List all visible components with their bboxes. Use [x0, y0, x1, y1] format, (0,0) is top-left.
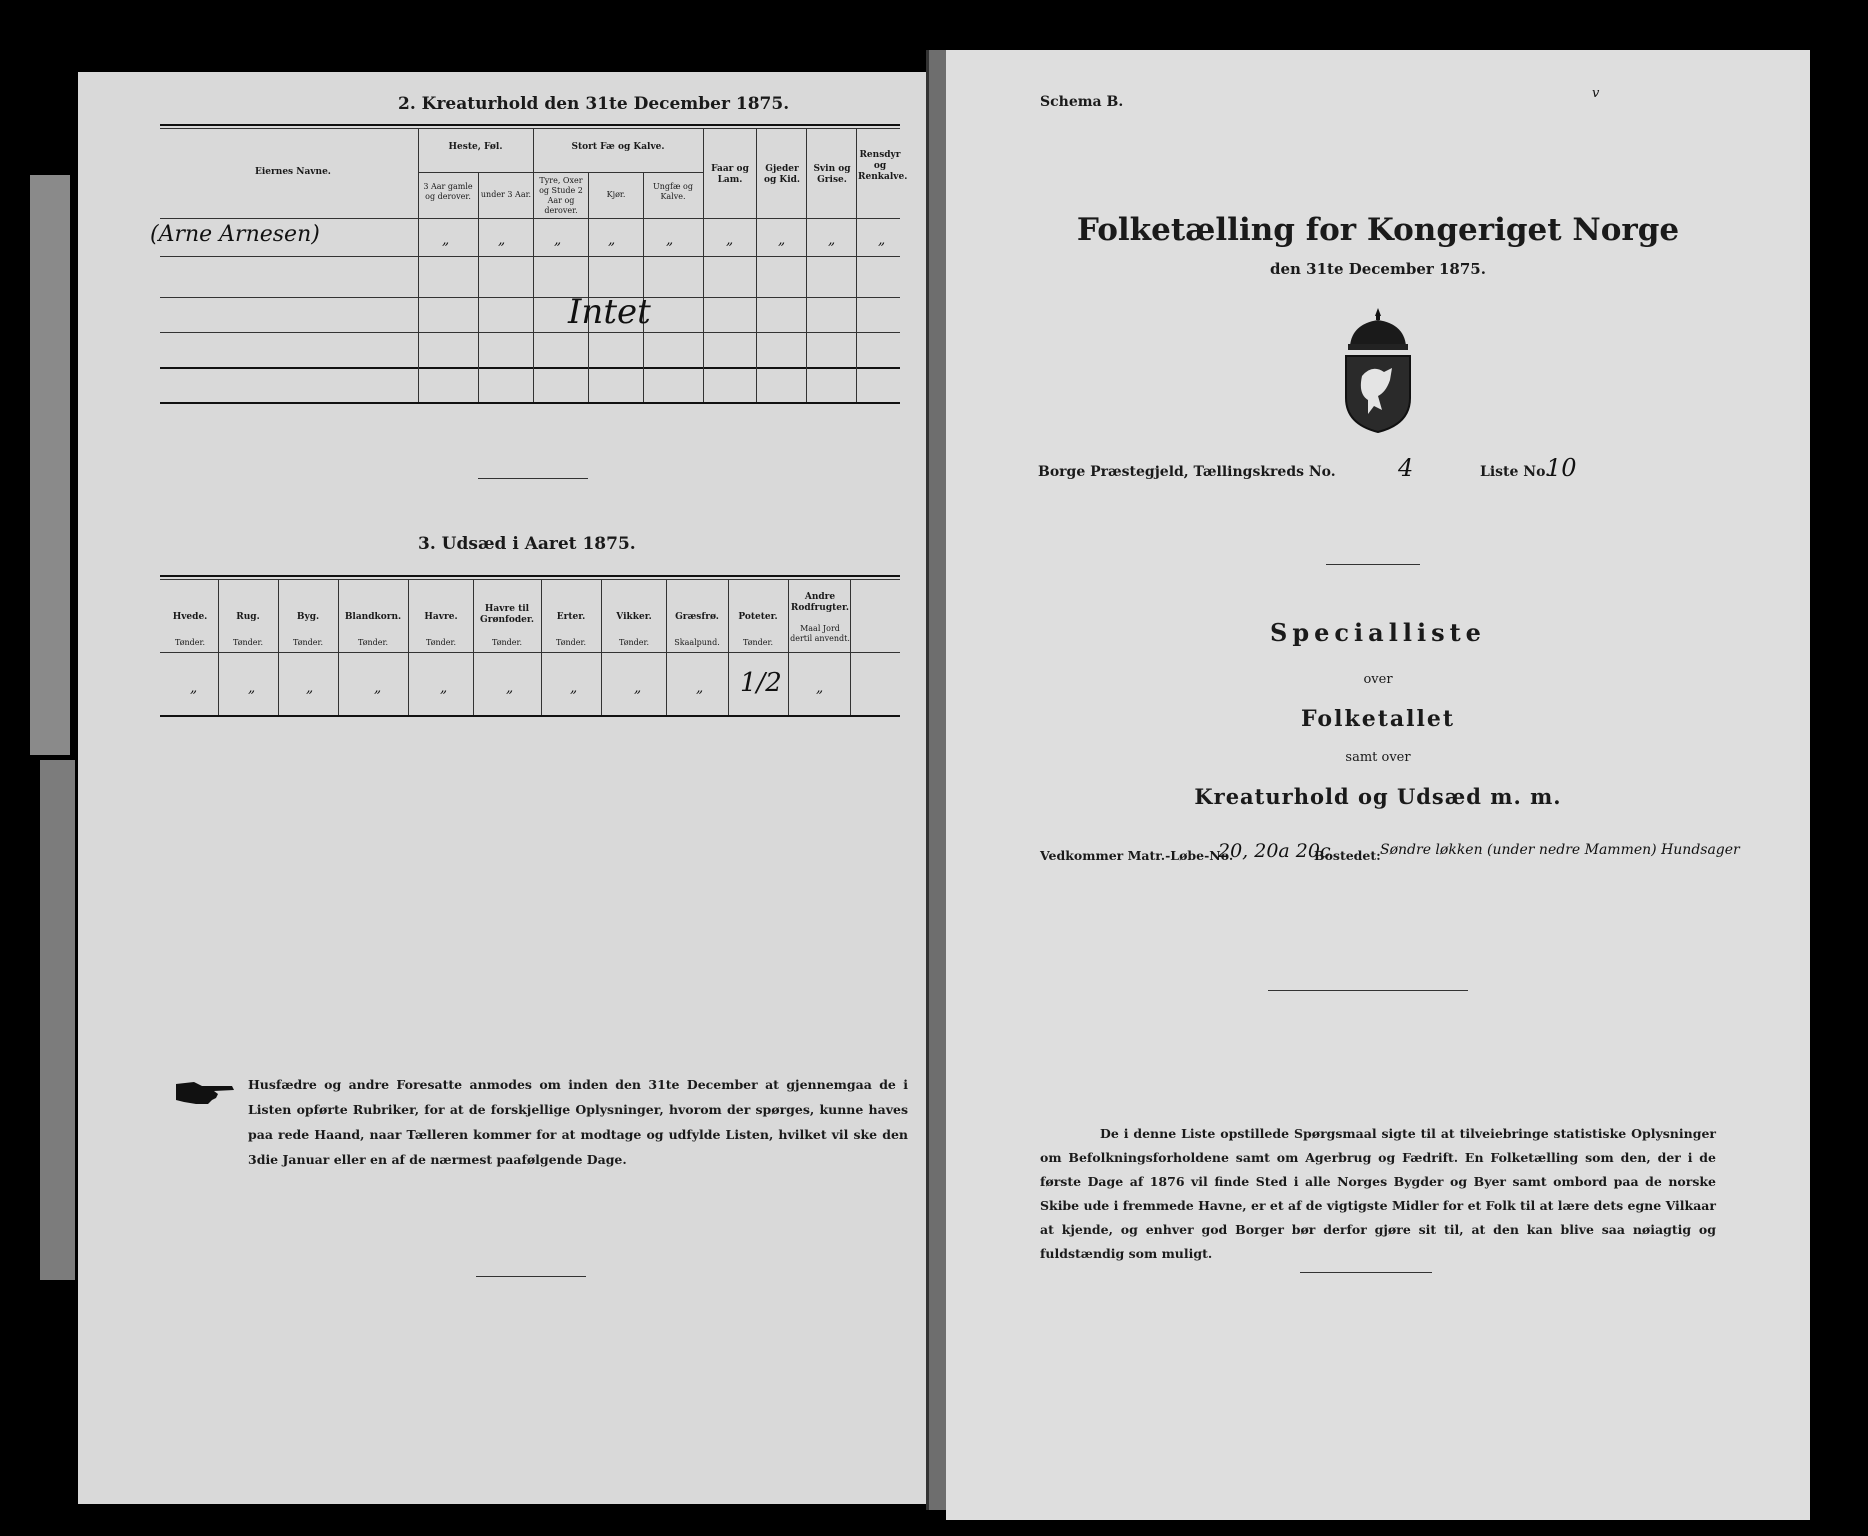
mark-1: „ — [442, 232, 450, 248]
kreds-number: 4 — [1398, 454, 1414, 482]
col-hvede-unit: Tønder. — [174, 638, 206, 647]
col-erter: Erter. — [556, 612, 586, 622]
mark-7: „ — [778, 232, 786, 248]
udsaed-val-4: „ — [374, 680, 382, 696]
col-fae-header: Stort Fæ og Kalve. — [571, 142, 665, 152]
left-page — [78, 72, 926, 1504]
col-gronfoder: Havre til Grønfoder. — [480, 604, 534, 625]
col-faar: Faar og Lam. — [711, 164, 749, 185]
parish-label: Borge Præstegjeld, Tællingskreds No. — [1038, 464, 1336, 480]
col-gjeder: Gjeder og Kid. — [763, 164, 801, 185]
schema-label: Schema B. — [1040, 94, 1124, 110]
matr-number: 20, 20a 20c — [1218, 840, 1331, 862]
col-rodfrugter-unit: Maal Jord dertil anvendt. — [790, 624, 850, 643]
section3-title: 3. Udsæd i Aaret 1875. — [418, 534, 636, 554]
udsaed-val-11: „ — [816, 680, 824, 696]
coat-of-arms-icon — [1338, 306, 1418, 436]
col-byg: Byg. — [296, 612, 320, 622]
owner-name: (Arne Arnesen) — [150, 222, 320, 247]
main-title: Folketælling for Kongeriget Norge — [1076, 212, 1680, 248]
col-vikker-unit: Tønder. — [618, 638, 650, 647]
over-1: over — [1363, 672, 1393, 687]
col-havre-unit: Tønder. — [425, 638, 457, 647]
col-svin: Svin og Grise. — [813, 164, 851, 185]
mark-9: „ — [878, 232, 886, 248]
specialliste-title: Specialliste — [1270, 618, 1486, 647]
corner-mark: v — [1592, 86, 1600, 101]
bosted-value: Søndre løkken (under nedre Mammen) Hundsager — [1380, 842, 1740, 858]
udsaed-val-7: „ — [570, 680, 578, 696]
udsaed-val-2: „ — [248, 680, 256, 696]
col-owner-header: Eiernes Navne. — [255, 167, 331, 177]
liste-number: 10 — [1546, 454, 1577, 482]
udsaed-val-8: „ — [634, 680, 642, 696]
main-subtitle: den 31te December 1875. — [1270, 260, 1486, 278]
col-heste-a: 3 Aar gamle og derover. — [423, 182, 473, 201]
intro-paragraph: De i denne Liste opstillede Spørgsmaal sigte til at tilveiebringe statistiske Oplysninger om Befolkningsforholdene samt om Agerbrug og Fædrift. En Folketælling som den, der i de første Dage af 1876 vil finde Sted i alle Norges Bygder og Byer samt ombord paa de norske Skibe ude i fremmede Havne, er et af de vigtigste Midler for et Folk til at lære dets egne Vilkaar at kjende, og enhver god Borger bør derfor gjøre sit til, at den kan blive saa nøiagtig og fuldstændig som muligt. — [1040, 1126, 1716, 1261]
mark-4: „ — [608, 232, 616, 248]
udsaed-val-poteter: 1/2 — [740, 668, 782, 698]
col-rodfrugter: Andre Rodfrugter. — [790, 592, 850, 613]
col-poteter: Poteter. — [738, 612, 778, 622]
col-havre: Havre. — [424, 612, 458, 622]
col-vikker: Vikker. — [616, 612, 652, 622]
col-graesfro: Græsfrø. — [675, 612, 719, 622]
col-fae-a: Tyre, Oxer og Stude 2 Aar og derover. — [539, 176, 583, 215]
section2-title: 2. Kreaturhold den 31te December 1875. — [398, 94, 790, 114]
liste-label: Liste No. — [1480, 464, 1551, 480]
udsaed-val-6: „ — [506, 680, 514, 696]
col-heste-b: under 3 Aar. — [480, 190, 532, 199]
col-blandkorn-unit: Tønder. — [357, 638, 389, 647]
mark-3: „ — [554, 232, 562, 248]
col-rensdyr: Rensdyr og Renkalve. — [858, 150, 908, 182]
udsaed-val-1: „ — [190, 680, 198, 696]
kreaturhold-title: Kreaturhold og Udsæd m. m. — [1194, 784, 1562, 809]
notice-text: Husfædre og andre Foresatte anmodes om inden den 31te December at gjennemgaa de i Listen opførte Rubriker, for at de forskjellige Oplysninger, hvorom der spørges, kunne haves paa rede Haand, naar Tælleren kommer for at modtage og udfylde Listen, hvilket vil ske den 3die Januar eller en af de nærmest paafølgende Dage. — [248, 1077, 908, 1167]
mark-2: „ — [498, 232, 506, 248]
mark-5: „ — [666, 232, 674, 248]
mark-8: „ — [828, 232, 836, 248]
col-erter-unit: Tønder. — [555, 638, 587, 647]
samt-over: samt over — [1345, 750, 1411, 765]
page-edge-left-lower — [40, 760, 75, 1280]
col-heste-header: Heste, Føl. — [448, 142, 503, 152]
col-gronfoder-unit: Tønder. — [491, 638, 523, 647]
right-page — [946, 50, 1810, 1520]
col-graesfro-unit: Skaalpund. — [674, 638, 720, 647]
matr-label: Vedkommer Matr.-Løbe-No. — [1040, 848, 1234, 863]
col-poteter-unit: Tønder. — [742, 638, 774, 647]
intet-note: Intet — [568, 292, 651, 332]
udsaed-val-3: „ — [306, 680, 314, 696]
pointing-hand-icon — [174, 1078, 236, 1106]
col-rug: Rug. — [236, 612, 260, 622]
col-hvede: Hvede. — [172, 612, 208, 622]
col-byg-unit: Tønder. — [292, 638, 324, 647]
col-fae-b: Kjør. — [606, 190, 626, 199]
bosted-label: Bostedet: — [1314, 848, 1381, 863]
mark-6: „ — [726, 232, 734, 248]
folketallet-title: Folketallet — [1301, 706, 1455, 732]
udsaed-val-5: „ — [440, 680, 448, 696]
col-rug-unit: Tønder. — [232, 638, 264, 647]
col-blandkorn: Blandkorn. — [344, 612, 402, 622]
col-fae-c: Ungfæ og Kalve. — [653, 182, 693, 201]
page-edge-left — [30, 175, 70, 755]
udsaed-val-9: „ — [696, 680, 704, 696]
